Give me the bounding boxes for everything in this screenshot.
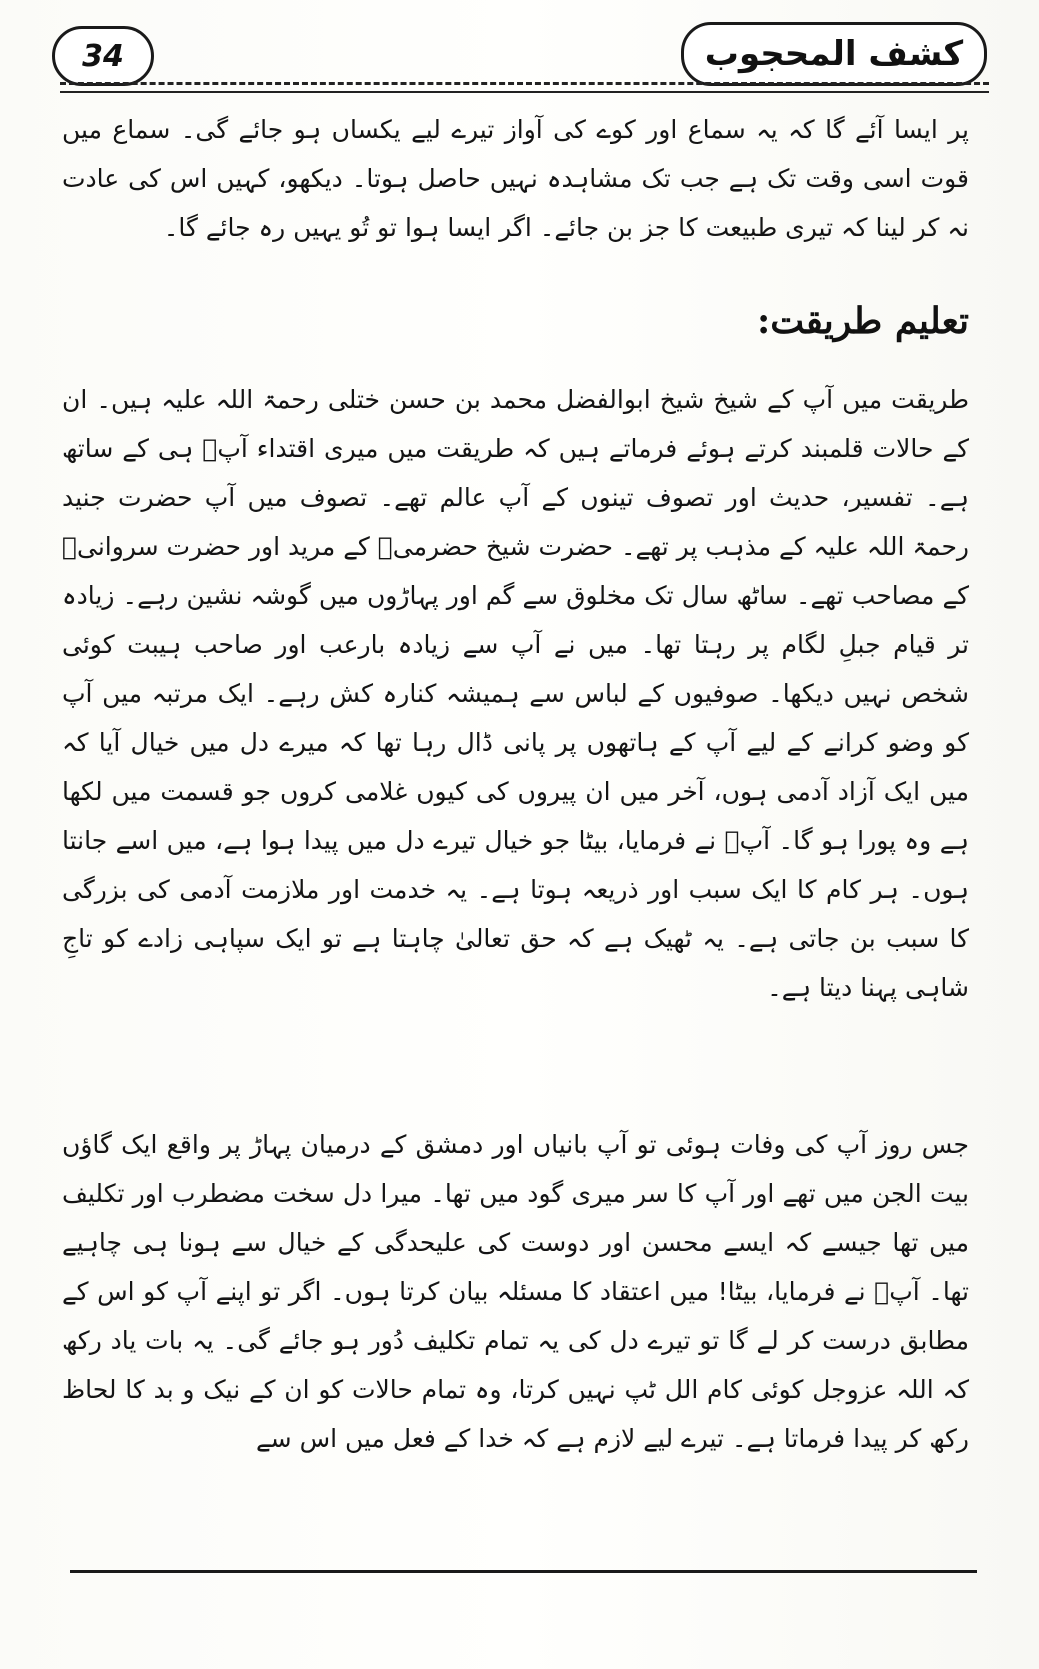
paragraph-2-text: طریقت میں آپ کے شیخ شیخ ابوالفضل محمد بن حسن ختلی رحمۃ اللہ علیہ ہیں۔ ان کے حالات قلمبند کرتے ہوئے فرماتے ہیں کہ طریقت میں میری اقتداء آپؒ ہی کے ساتھ ہے۔ تفسیر، حدیث اور تصوف تینوں کے آپ عالم تھے۔ تصوف میں آپ حضرت جنید رحمۃ اللہ علیہ کے مذہب پر تھے۔ حضرت شیخ حضرمیؒ کے مرید اور حضرت سروانیؒ کے مصاحب تھے۔ ساٹھ سال تک مخلوق سے گم اور پہاڑوں میں گوشہ نشین رہے۔ زیادہ تر قیام جبلِ لگام پر رہتا تھا۔ میں نے آپ سے زیادہ بارعب اور صاحب ہیبت کوئی شخص نہیں دیکھا۔ صوفیوں کے لباس سے ہمیشہ کنارہ کش رہے۔ ایک مرتبہ میں آپ کو وضو کرانے کے لیے آپ کے ہاتھوں پر پانی ڈال رہا تھا کہ میرے دل میں خیال آیا کہ میں ایک آزاد آدمی ہوں، آخر میں ان پیروں کی کیوں غلامی کروں جو قسمت میں لکھا ہے وہ پورا ہو گا۔ آپؒ نے فرمایا، بیٹا جو خیال تیرے دل میں پیدا ہوا ہے، میں اسے جانتا ہوں۔ ہر کام کا ایک سبب اور ذریعہ ہوتا ہے۔ یہ خدمت اور ملازمت آدمی کی بزرگی کا سبب بن جاتی ہے۔ یہ ٹھیک ہے کہ حق تعالیٰ چاہتا ہے تو ایک سپاہی زادے کو تاجِ شاہی پہنا دیتا ہے۔ xyxy=(62,385,969,1002)
section-heading: تعلیم طریقت: xyxy=(756,300,969,342)
header-divider xyxy=(60,82,989,93)
page-number: 34 xyxy=(52,26,154,86)
paragraph-2 xyxy=(62,375,969,1012)
paragraph-3-text: جس روز آپ کی وفات ہوئی تو آپ بانیاں اور دمشق کے درمیان پہاڑ پر واقع ایک گاؤں بیت الجن میں تھے اور آپ کا سر میری گود میں تھا۔ میرا دل سخت مضطرب اور تکلیف میں تھا جیسے کہ ایسے محسن اور دوست کی علیحدگی کے خیال سے ہونا ہی چاہیے تھا۔ آپؒ نے فرمایا، بیٹا! میں اعتقاد کا مسئلہ بیان کرتا ہوں۔ اگر تو اپنے آپ کو اس کے مطابق درست کر لے گا تو تیرے دل کی یہ تمام تکلیف دُور ہو جائے گی۔ یہ بات یاد رکھ کہ اللہ عزوجل کوئی کام الل ٹپ نہیں کرتا، وہ تمام حالات کو ان کے نیک و بد کا لحاظ رکھ کر پیدا فرماتا ہے۔ تیرے لیے لازم ہے کہ خدا کے فعل میں اس سے xyxy=(62,1130,969,1453)
footer-divider xyxy=(70,1570,977,1573)
paragraph-1-text: پر ایسا آئے گا کہ یہ سماع اور کوے کی آواز تیرے لیے یکساں ہو جائے گی۔ سماع میں قوت اسی وقت تک ہے جب تک مشاہدہ نہیں حاصل ہوتا۔ دیکھو، کہیں اس کی عادت نہ کر لینا کہ تیری طبیعت کا جز بن جائے۔ اگر ایسا ہوا تو تُو یہیں رہ جائے گا۔ xyxy=(62,115,969,242)
paragraph-3 xyxy=(62,1120,969,1463)
paragraph-1 xyxy=(62,105,969,252)
book-title: کشف المحجوب xyxy=(681,22,987,86)
